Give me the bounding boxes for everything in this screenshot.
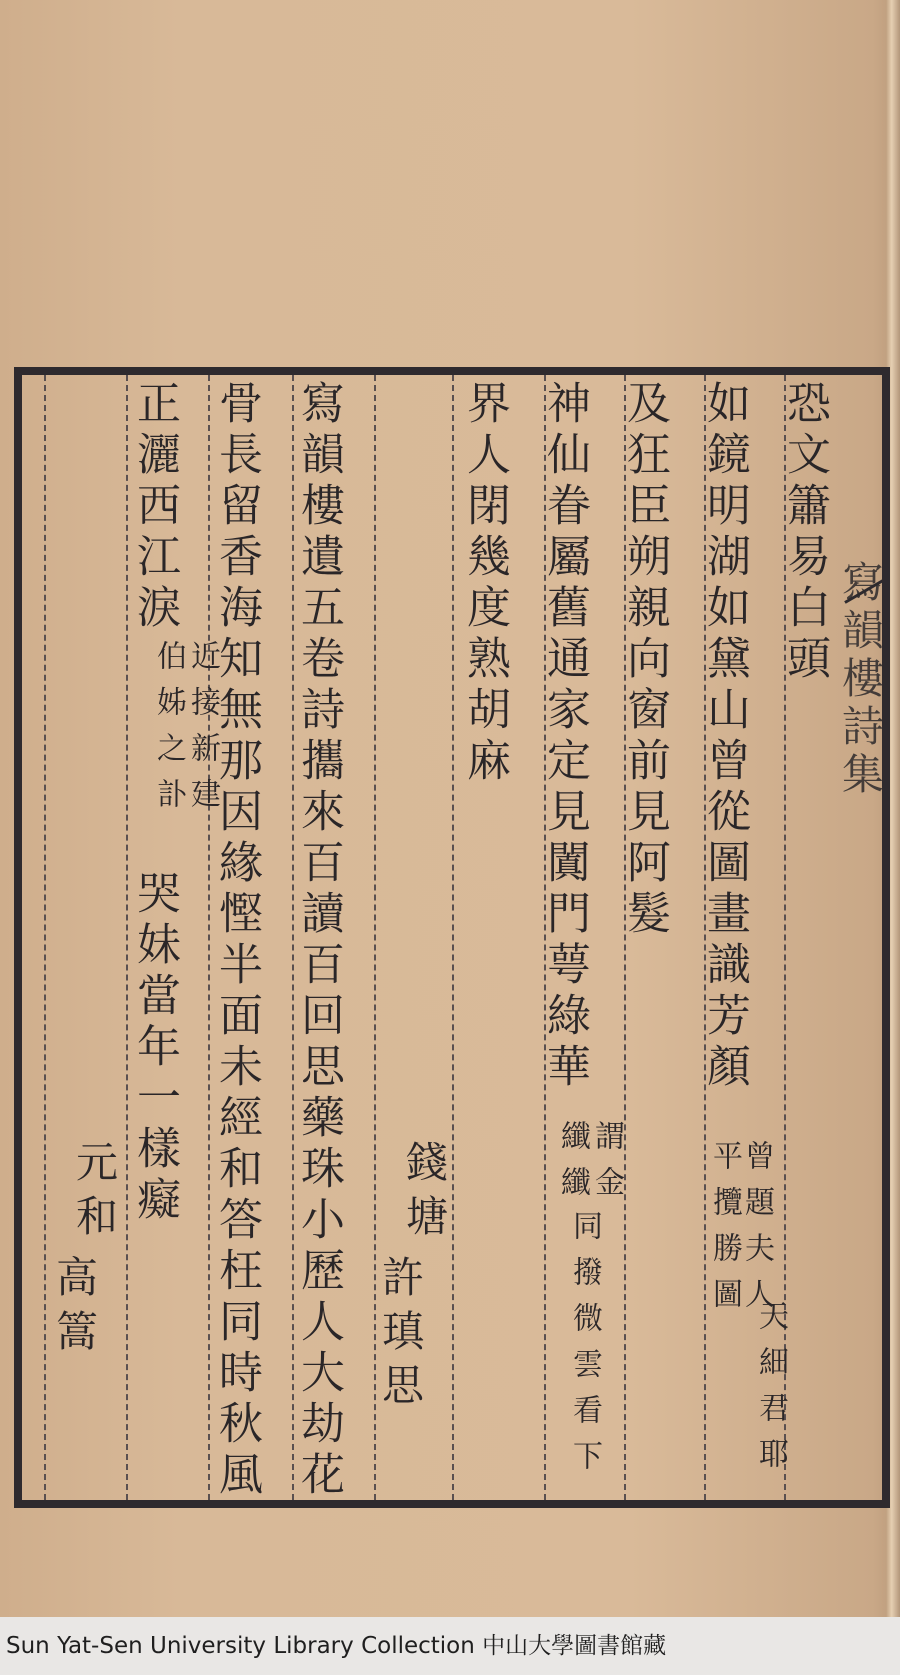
banxin-title: 寫韻樓詩集: [836, 560, 885, 800]
note-line: 平攬勝圖: [707, 1140, 742, 1324]
text-column: 寫韻樓遺五卷詩攜來百讀百回思藥珠小歷人大劫花: [293, 380, 344, 1502]
collection-caption: Sun Yat-Sen University Library Collection 中山大學圖書館藏: [0, 1617, 900, 1675]
text-column: 骨長留香海知無那因緣慳半面未經和答枉同時秋風: [211, 380, 262, 1502]
note-line: 近接新建: [185, 640, 220, 824]
author-name: 高篙: [50, 1255, 99, 1363]
text-column: 及狂臣朔親向窗前見阿髮: [619, 380, 670, 941]
note-line: 曾題夫人: [739, 1140, 774, 1324]
text-column: 正灑西江淚: [129, 380, 180, 635]
text-column: 神仙眷屬舊通家定見闐門萼綠華: [539, 380, 590, 1094]
author-name: 許瑱思: [376, 1255, 425, 1417]
note-line: 纖纖: [555, 1120, 590, 1212]
text-column: 界人閉幾度熟胡麻: [459, 380, 510, 788]
text-column: 哭妹當年一樣癡: [129, 870, 180, 1227]
note-line: 伯姊之訃: [151, 640, 186, 824]
author-place: 錢塘: [400, 1140, 449, 1248]
note-line: 天細君耶: [753, 1300, 788, 1484]
author-place: 元和: [70, 1140, 119, 1248]
note-line: 謂金: [589, 1120, 624, 1212]
column-rule: [452, 375, 454, 1500]
text-column: 恐文簫易白頭: [779, 380, 830, 686]
text-column: 如鏡明湖如黛山曾從圖畫識芳顏: [699, 380, 750, 1094]
note-line: 同撥微雲看下: [567, 1210, 602, 1486]
